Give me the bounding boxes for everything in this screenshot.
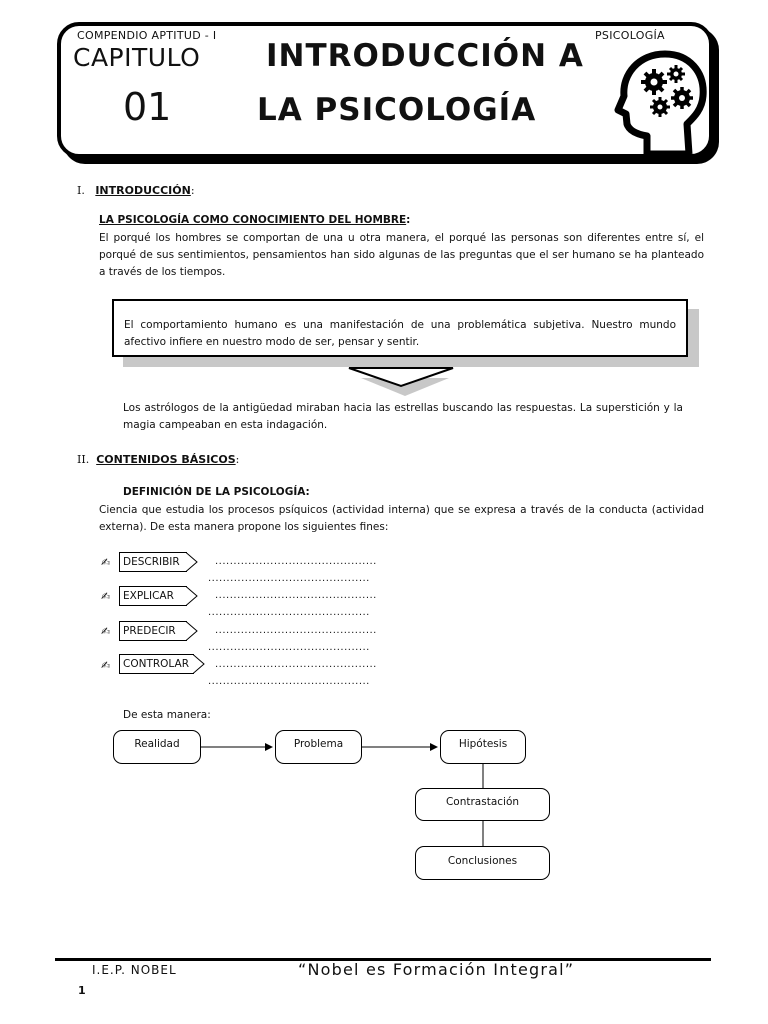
flow-node-problema: Problema [275,730,362,764]
section-2-numeral: II. [77,453,90,466]
callout-box: El comportamiento humano es una manifestación de una problemática subjetiva. Nuestro mundo afectivo infiere en nuestro modo de ser, pensar y sentir. [112,299,688,357]
section-2-title: CONTENIDOS BÁSICOS [96,453,236,466]
flow-node-conclusiones: Conclusiones [415,846,550,880]
subheading-suffix: : [406,214,411,226]
section-1-suffix: : [190,184,195,197]
answer-line: ............................................ [208,573,370,584]
page-number: 1 [78,984,86,997]
definition-heading: DEFINICIÓN DE LA PSICOLOGÍA: [123,486,310,498]
answer-line: ............................................ [215,625,377,636]
aim-explicar: EXPLICAR [119,586,187,606]
section-1-numeral: I. [77,184,85,197]
answer-line: ............................................ [215,590,377,601]
aim-controlar: CONTROLAR [119,654,194,674]
footer-school: I.E.P. NOBEL [92,963,177,977]
flow-intro: De esta manera: [123,709,211,721]
answer-line: ............................................ [208,607,370,618]
pen-bullet-icon: ✍ [101,659,111,672]
answer-line: ............................................ [215,556,377,567]
intro-paragraph: El porqué los hombres se comportan de una u otra manera, el porqué las personas son diferentes entre sí, el porqué de sus sentimientos, pensamientos han sido algunas de las preguntas que el ser humano se ha planteado a través de los tiempos. [99,232,704,278]
answer-line: ............................................ [215,659,377,670]
chapter-label: CAPITULO [73,43,201,72]
chapter-number: 01 [123,85,172,129]
definition-text: Ciencia que estudia los procesos psíquicos (actividad interna) que se expresa a través de la conducta (actividad externa). De esta manera propone los siguientes fines: [99,504,704,533]
astrologers-paragraph: Los astrólogos de la antigüedad miraban hacia las estrellas buscando las respuestas. La superstición y la magia campeaban en esta indagación. [123,402,683,431]
flow-node-hipotesis: Hipótesis [440,730,526,764]
answer-line: ............................................ [208,642,370,653]
title-line-2: LA PSICOLOGÍA [257,92,537,128]
flow-node-realidad: Realidad [113,730,201,764]
section-2-suffix: : [235,453,240,466]
subheading: LA PSICOLOGÍA COMO CONOCIMIENTO DEL HOMBRE [99,214,407,226]
pen-bullet-icon: ✍ [101,625,111,638]
section-1-title: INTRODUCCIÓN [95,184,191,197]
pen-bullet-icon: ✍ [101,556,111,569]
subject-label: PSICOLOGÍA [595,29,665,42]
aim-predecir: PREDECIR [119,621,187,641]
footer-motto: “Nobel es Formación Integral” [298,960,575,979]
aim-describir: DESCRIBIR [119,552,187,572]
course-label: COMPENDIO APTITUD - I [77,29,217,42]
title-line-1: INTRODUCCIÓN A [266,38,584,74]
pen-bullet-icon: ✍ [101,590,111,603]
answer-line: ............................................ [208,676,370,687]
flow-node-contrastacion: Contrastación [415,788,550,821]
